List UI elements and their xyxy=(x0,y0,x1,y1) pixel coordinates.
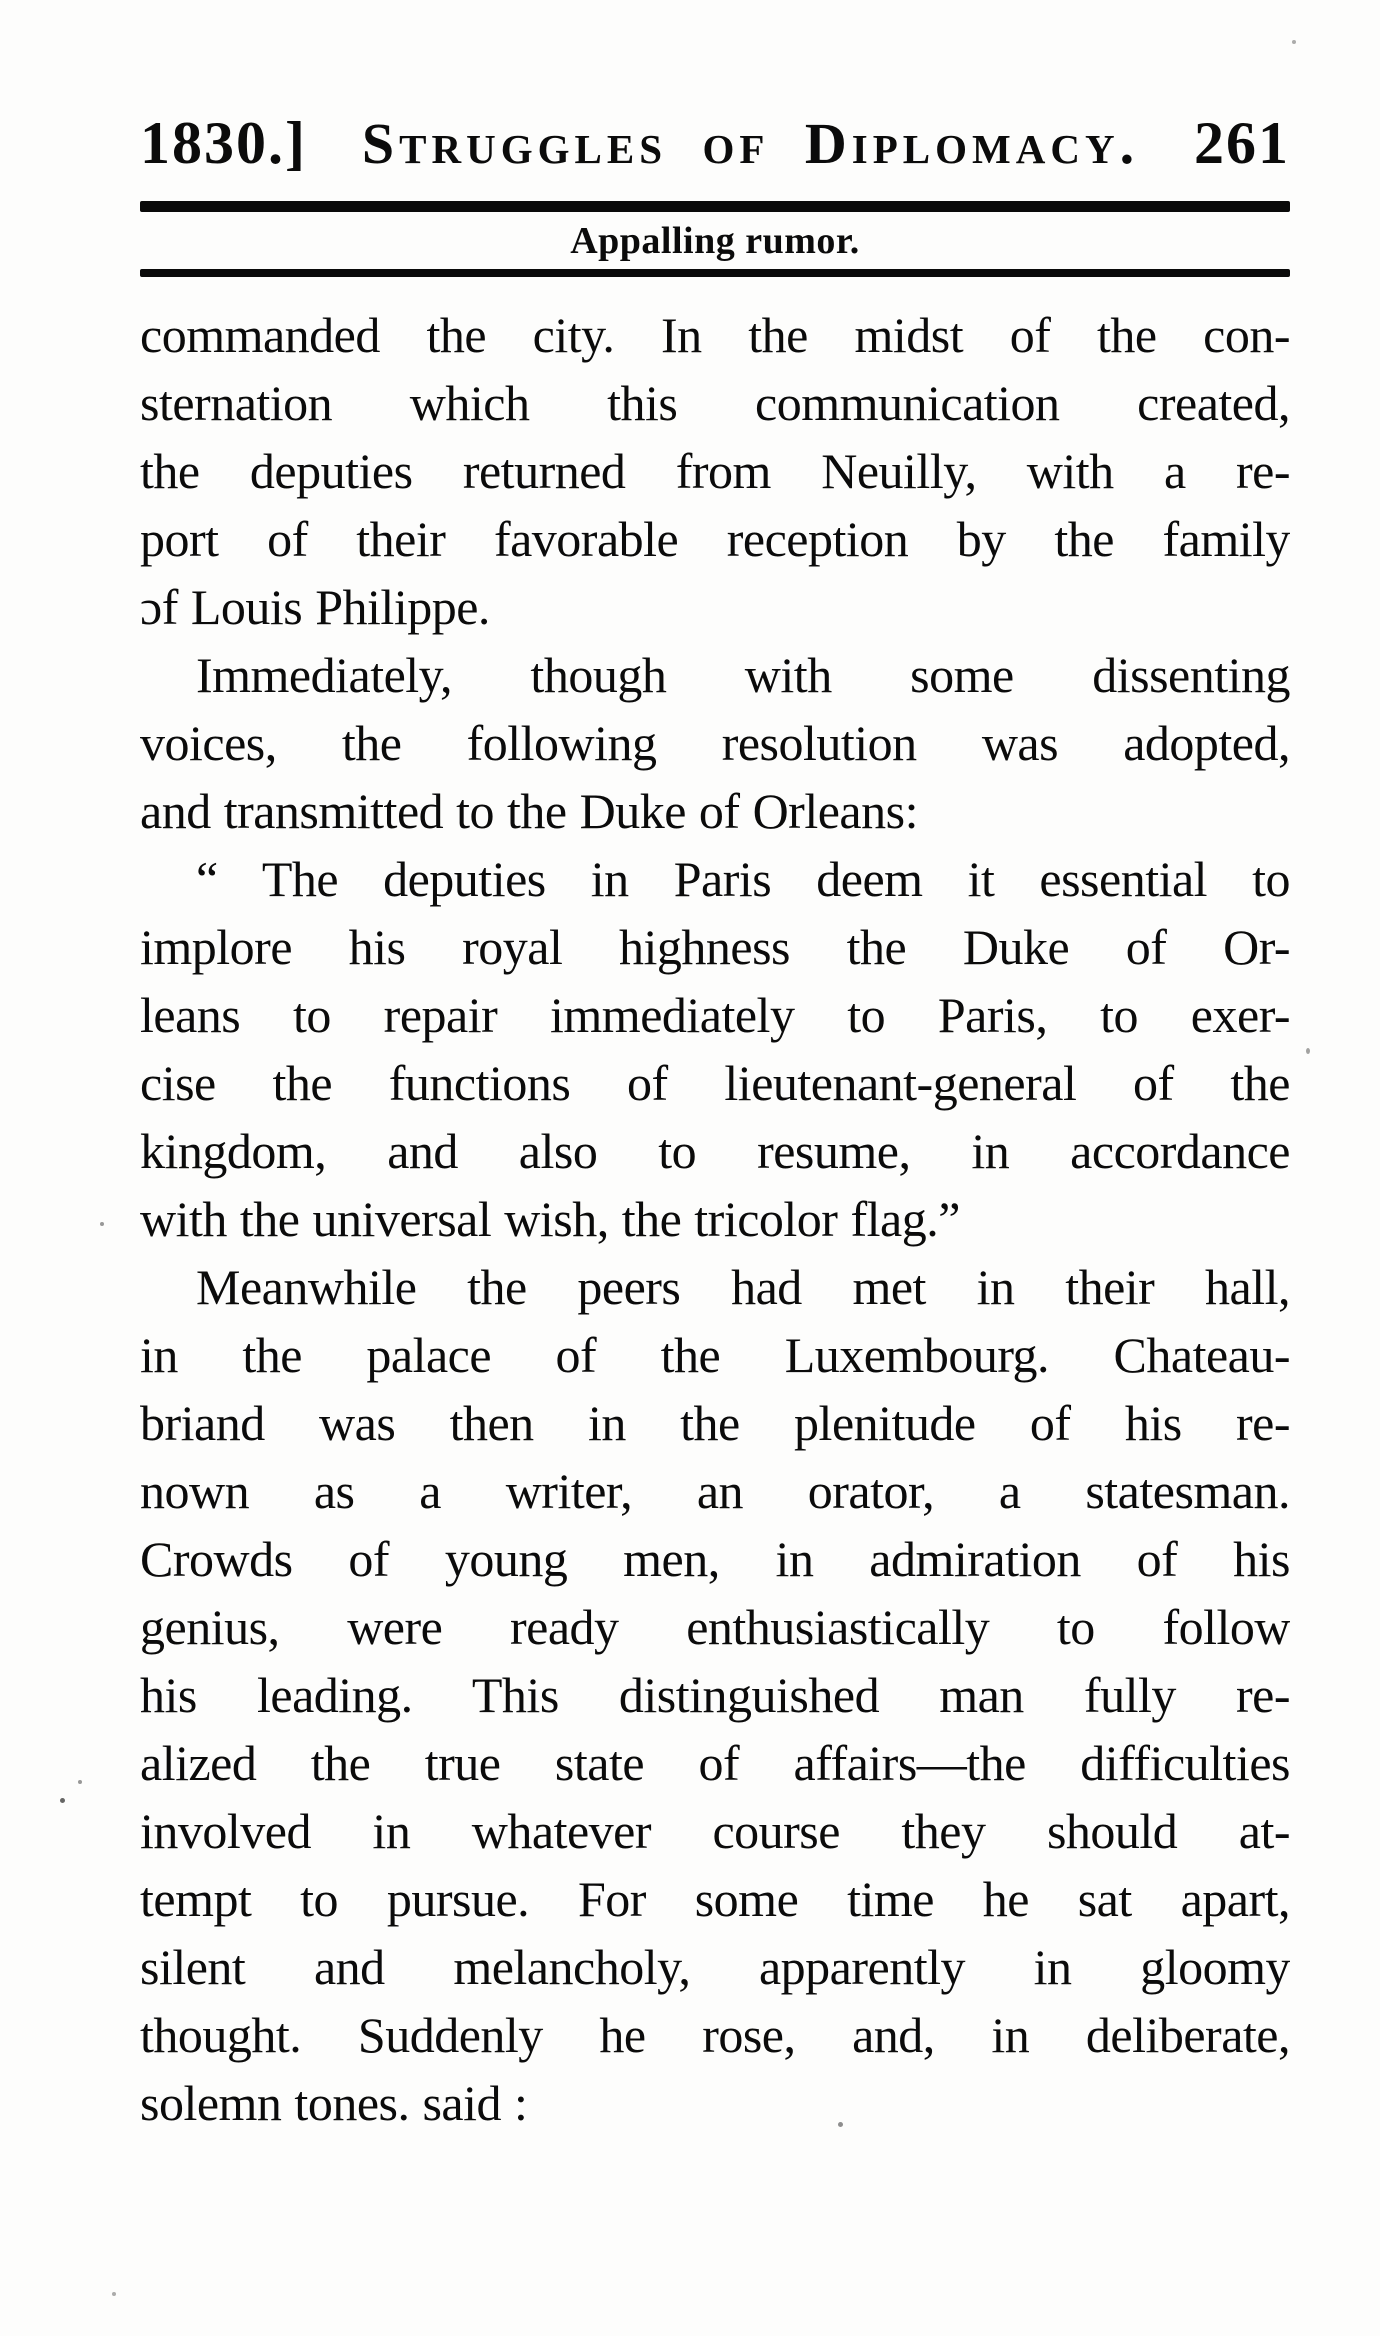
text-line: voices, the following resolution was adopted, xyxy=(140,715,1290,771)
body-text xyxy=(140,301,1290,2137)
text-line: ɔf Louis Philippe. xyxy=(140,579,490,635)
text-line: leans to repair immediately to Paris, to exer- xyxy=(140,987,1290,1043)
text-line: “ The deputies in Paris deem it essential to xyxy=(196,851,1290,907)
text-line: implore his royal highness the Duke of Or- xyxy=(140,919,1290,975)
scan-speck xyxy=(100,1222,104,1226)
scan-speck xyxy=(1306,1048,1310,1054)
scan-speck xyxy=(112,2292,116,2296)
text-line: Crowds of young men, in admiration of his xyxy=(140,1531,1290,1587)
scan-speck xyxy=(838,2122,843,2127)
text-line: commanded the city. In the midst of the con- xyxy=(140,307,1290,363)
text-line: cise the functions of lieutenant-general of the xyxy=(140,1055,1290,1111)
header-book-title: Struggles of Diplomacy. xyxy=(361,111,1140,176)
text-line: port of their favorable reception by the family xyxy=(140,511,1290,567)
scan-speck xyxy=(1292,40,1296,44)
text-line: kingdom, and also to resume, in accordance xyxy=(140,1123,1290,1179)
header-page-number: 261 xyxy=(1193,110,1290,176)
text-line: with the universal wish, the tricolor flag.” xyxy=(140,1191,960,1247)
text-line: tempt to pursue. For some time he sat apart, xyxy=(140,1871,1290,1927)
divider-rule-bottom xyxy=(140,269,1290,277)
text-line: Immediately, though with some dissenting xyxy=(196,647,1290,703)
page-content xyxy=(140,112,1290,2137)
text-line: nown as a writer, an orator, a statesman. xyxy=(140,1463,1290,1519)
text-line: alized the true state of affairs—the difficulties xyxy=(140,1735,1290,1791)
text-line: genius, were ready enthusiastically to follow xyxy=(140,1599,1290,1655)
text-line: thought. Suddenly he rose, and, in deliberate, xyxy=(140,2007,1290,2063)
text-line: the deputies returned from Neuilly, with a re- xyxy=(140,443,1290,499)
running-header xyxy=(140,112,1290,175)
text-line: his leading. This distinguished man fully re- xyxy=(140,1667,1290,1723)
header-year-marker: 1830.] xyxy=(140,110,307,176)
scan-speck xyxy=(78,1780,82,1784)
running-caption: Appalling rumor. xyxy=(570,220,860,262)
text-line: and transmitted to the Duke of Orleans: xyxy=(140,783,918,839)
text-line: Meanwhile the peers had met in their hall, xyxy=(196,1259,1290,1315)
text-line: involved in whatever course they should at- xyxy=(140,1803,1290,1859)
text-line: in the palace of the Luxembourg. Chateau- xyxy=(140,1327,1290,1383)
text-line: sternation which this communication created, xyxy=(140,375,1290,431)
text-line: briand was then in the plenitude of his re- xyxy=(140,1395,1290,1451)
divider-rule-top xyxy=(140,201,1290,212)
text-line: silent and melancholy, apparently in gloomy xyxy=(140,1939,1290,1995)
scan-speck xyxy=(60,1798,65,1803)
text-line: solemn tones. said : xyxy=(140,2075,528,2131)
